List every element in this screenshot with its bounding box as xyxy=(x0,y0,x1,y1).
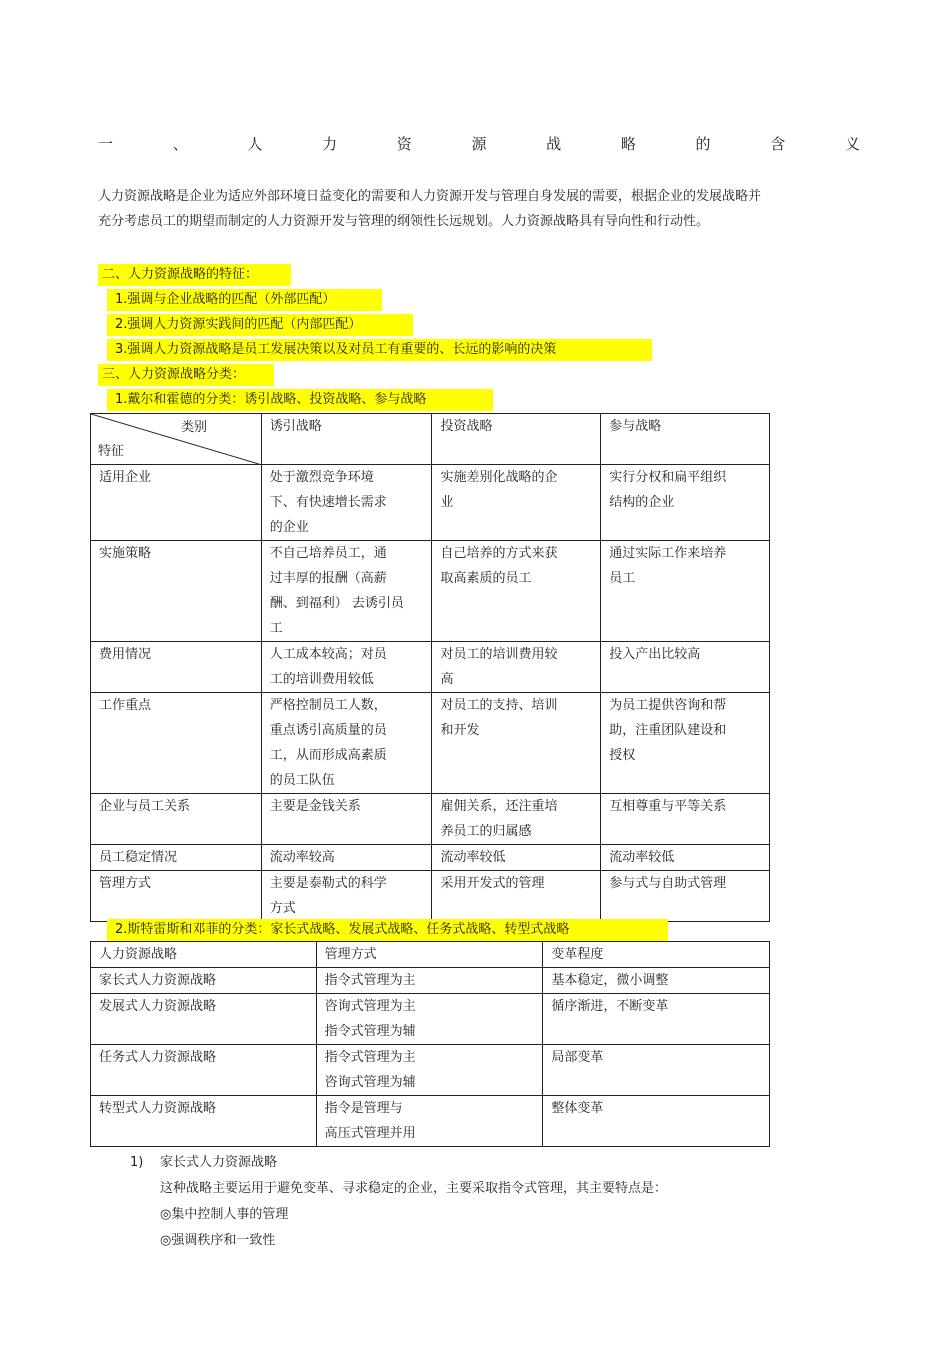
title-char: 含 xyxy=(770,135,786,153)
list-item-heading xyxy=(130,1150,667,1176)
table-header-row xyxy=(91,942,770,968)
dyer-holder-table xyxy=(90,413,770,922)
table-row xyxy=(91,994,770,1045)
row-label: 工作重点 xyxy=(91,693,262,794)
table-cell: 对员工的支持、培训 和开发 xyxy=(432,693,601,794)
table-cell: 流动率较高 xyxy=(261,845,432,871)
classification-2: 2.斯特雷斯和邓菲的分类：家长式战略、发展式战略、任务式战略、转型式战略 xyxy=(107,919,668,941)
section-title xyxy=(98,133,860,154)
row-label: 实施策略 xyxy=(91,541,262,642)
strategy-detail-list xyxy=(130,1150,667,1254)
title-char: 义 xyxy=(844,135,860,153)
table-cell: 不自己培养员工，通 过丰厚的报酬（高薪 酬、到福利） 去诱引员 工 xyxy=(261,541,432,642)
list-bullet: ◎强调秩序和一致性 xyxy=(160,1233,276,1248)
column-header: 管理方式 xyxy=(316,942,543,968)
table-cell: 参与式与自助式管理 xyxy=(601,871,770,922)
corner-label-category: 类别 xyxy=(181,420,208,435)
table-cell: 指令式管理为主 xyxy=(316,968,543,994)
list-bullet: ◎集中控制人事的管理 xyxy=(160,1207,289,1222)
table-cell: 主要是泰勒式的科学 方式 xyxy=(261,871,432,922)
title-char: 的 xyxy=(695,135,711,153)
table-cell: 主要是金钱关系 xyxy=(261,794,432,845)
table-cell: 任务式人力资源战略 xyxy=(91,1045,317,1096)
table-cell: 流动率较低 xyxy=(601,845,770,871)
table-cell: 雇佣关系，还注重培 养员工的归属感 xyxy=(432,794,601,845)
table-cell: 循序渐进，不断变革 xyxy=(543,994,770,1045)
table-cell: 转型式人力资源战略 xyxy=(91,1096,317,1147)
table-cell: 发展式人力资源战略 xyxy=(91,994,317,1045)
table-cell: 处于激烈竞争环境 下、有快速增长需求 的企业 xyxy=(261,465,432,541)
row-label: 管理方式 xyxy=(91,871,262,922)
table-cell: 指令式管理为主 咨询式管理为辅 xyxy=(316,1045,543,1096)
feature-1: 1.强调与企业战略的匹配（外部匹配） xyxy=(107,289,382,311)
corner-label-feature: 特征 xyxy=(98,444,125,459)
table-cell: 通过实际工作来培养 员工 xyxy=(601,541,770,642)
table-row xyxy=(91,1045,770,1096)
table-cell: 自己培养的方式来获 取高素质的员工 xyxy=(432,541,601,642)
table-cell: 互相尊重与平等关系 xyxy=(601,794,770,845)
column-header: 变革程度 xyxy=(543,942,770,968)
table-cell: 基本稳定，微小调整 xyxy=(543,968,770,994)
title-char: 资 xyxy=(396,135,412,153)
title-char: 力 xyxy=(322,135,338,153)
table-row xyxy=(91,465,770,541)
table-row xyxy=(91,968,770,994)
table-cell: 采用开发式的管理 xyxy=(432,871,601,922)
table-cell: 投入产出比较高 xyxy=(601,642,770,693)
title-char: 一 xyxy=(98,135,114,153)
feature-3: 3.强调人力资源战略是员工发展决策以及对员工有重要的、长远的影响的决策 xyxy=(107,339,652,361)
diagonal-header-cell xyxy=(91,414,262,465)
list-heading: 家长式人力资源战略 xyxy=(160,1155,278,1170)
table-row xyxy=(91,541,770,642)
table-cell: 咨询式管理为主 指令式管理为辅 xyxy=(316,994,543,1045)
table-cell: 整体变革 xyxy=(543,1096,770,1147)
title-char: 人 xyxy=(247,135,263,153)
column-header: 人力资源战略 xyxy=(91,942,317,968)
row-label: 员工稳定情况 xyxy=(91,845,262,871)
table-cell: 实施差别化战略的企 业 xyxy=(432,465,601,541)
title-char: 、 xyxy=(172,135,188,153)
strategy-management-table xyxy=(90,941,770,1147)
column-header: 诱引战略 xyxy=(261,414,432,465)
title-char: 战 xyxy=(546,135,562,153)
table-header-row xyxy=(91,414,770,465)
table-cell: 实行分权和扁平组织 结构的企业 xyxy=(601,465,770,541)
table-row xyxy=(91,642,770,693)
table-row xyxy=(91,1096,770,1147)
table-cell: 家长式人力资源战略 xyxy=(91,968,317,994)
table-row xyxy=(91,871,770,922)
table-row xyxy=(91,693,770,794)
column-header: 投资战略 xyxy=(432,414,601,465)
feature-2: 2.强调人力资源实践间的匹配（内部匹配） xyxy=(107,314,413,336)
heading-classification: 三、人力资源战略分类： xyxy=(98,364,274,386)
intro-paragraph: 人力资源战略是企业为适应外部环境日益变化的需要和人力资源开发与管理自身发展的需要，根据企业的发展战略并充分考虑员工的期望而制定的人力资源开发与管理的纲领性长远规划。人力资源战略具有导向性和行动性。 xyxy=(98,189,762,229)
heading-features: 二、人力资源战略的特征： xyxy=(98,264,291,286)
table-cell: 为员工提供咨询和帮 助，注重团队建设和 授权 xyxy=(601,693,770,794)
list-number: 1) xyxy=(130,1155,144,1170)
table-cell: 局部变革 xyxy=(543,1045,770,1096)
table-cell: 严格控制员工人数， 重点诱引高质量的员 工，从而形成高素质 的员工队伍 xyxy=(261,693,432,794)
table-row xyxy=(91,794,770,845)
table-cell: 指令是管理与 高压式管理并用 xyxy=(316,1096,543,1147)
table-cell: 对员工的培训费用较 高 xyxy=(432,642,601,693)
title-char: 源 xyxy=(471,135,487,153)
table-cell: 流动率较低 xyxy=(432,845,601,871)
table-cell: 人工成本较高；对员 工的培训费用较低 xyxy=(261,642,432,693)
title-char: 略 xyxy=(620,135,636,153)
column-header: 参与战略 xyxy=(601,414,770,465)
row-label: 适用企业 xyxy=(91,465,262,541)
list-description: 这种战略主要运用于避免变革、寻求稳定的企业，主要采取指令式管理，其主要特点是： xyxy=(160,1181,668,1196)
row-label: 企业与员工关系 xyxy=(91,794,262,845)
classification-1: 1.戴尔和霍德的分类：诱引战略、投资战略、参与战略 xyxy=(107,389,493,411)
table-row xyxy=(91,845,770,871)
row-label: 费用情况 xyxy=(91,642,262,693)
